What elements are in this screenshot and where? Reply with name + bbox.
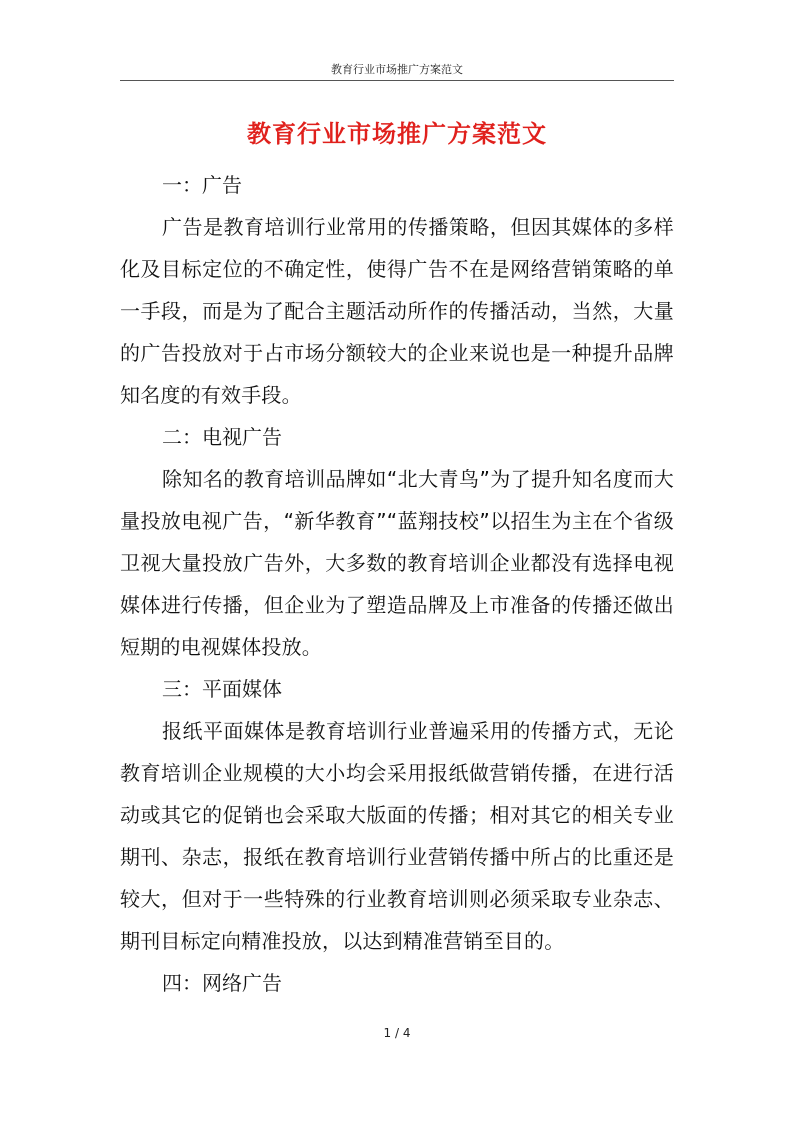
section-heading-3: 三：平面媒体 — [162, 677, 282, 701]
section-paragraph-2: 除知名的教育培训品牌如“北大青鸟”为了提升知名度而大量投放电视广告，“新华教育”“蓝翔技校”以招生为主在个省级卫视大量投放广告外，大多数的教育培训企业都没有选择电视媒体进行传播，但企业为了塑造品牌及上市准备的传播还做出短期的电视媒体投放。 — [120, 467, 674, 659]
page-number: 1 / 4 — [383, 1026, 411, 1040]
document-body — [120, 164, 674, 1004]
section-heading-4: 四：网络广告 — [162, 971, 282, 995]
header-divider — [120, 80, 674, 81]
section-heading-2: 二：电视广告 — [162, 425, 282, 449]
section-paragraph-1: 广告是教育培训行业常用的传播策略，但因其媒体的多样化及目标定位的不确定性，使得广告不在是网络营销策略的单一手段，而是为了配合主题活动所作的传播活动，当然，大量的广告投放对于占市场分额较大的企业来说也是一种提升品牌知名度的有效手段。 — [120, 215, 674, 407]
running-header: 教育行业市场推广方案范文 — [331, 63, 463, 76]
section-paragraph-3: 报纸平面媒体是教育培训行业普遍采用的传播方式，无论教育培训企业规模的大小均会采用报纸做营销传播，在进行活动或其它的促销也会采取大版面的传播；相对其它的相关专业期刊、杂志，报纸在教育培训行业营销传播中所占的比重还是较大，但对于一些特殊的行业教育培训则必须采取专业杂志、期刊目标定向精准投放，以达到精准营销至目的。 — [120, 719, 674, 953]
section-heading-1: 一：广告 — [162, 173, 242, 197]
document-title: 教育行业市场推广方案范文 — [247, 120, 547, 148]
